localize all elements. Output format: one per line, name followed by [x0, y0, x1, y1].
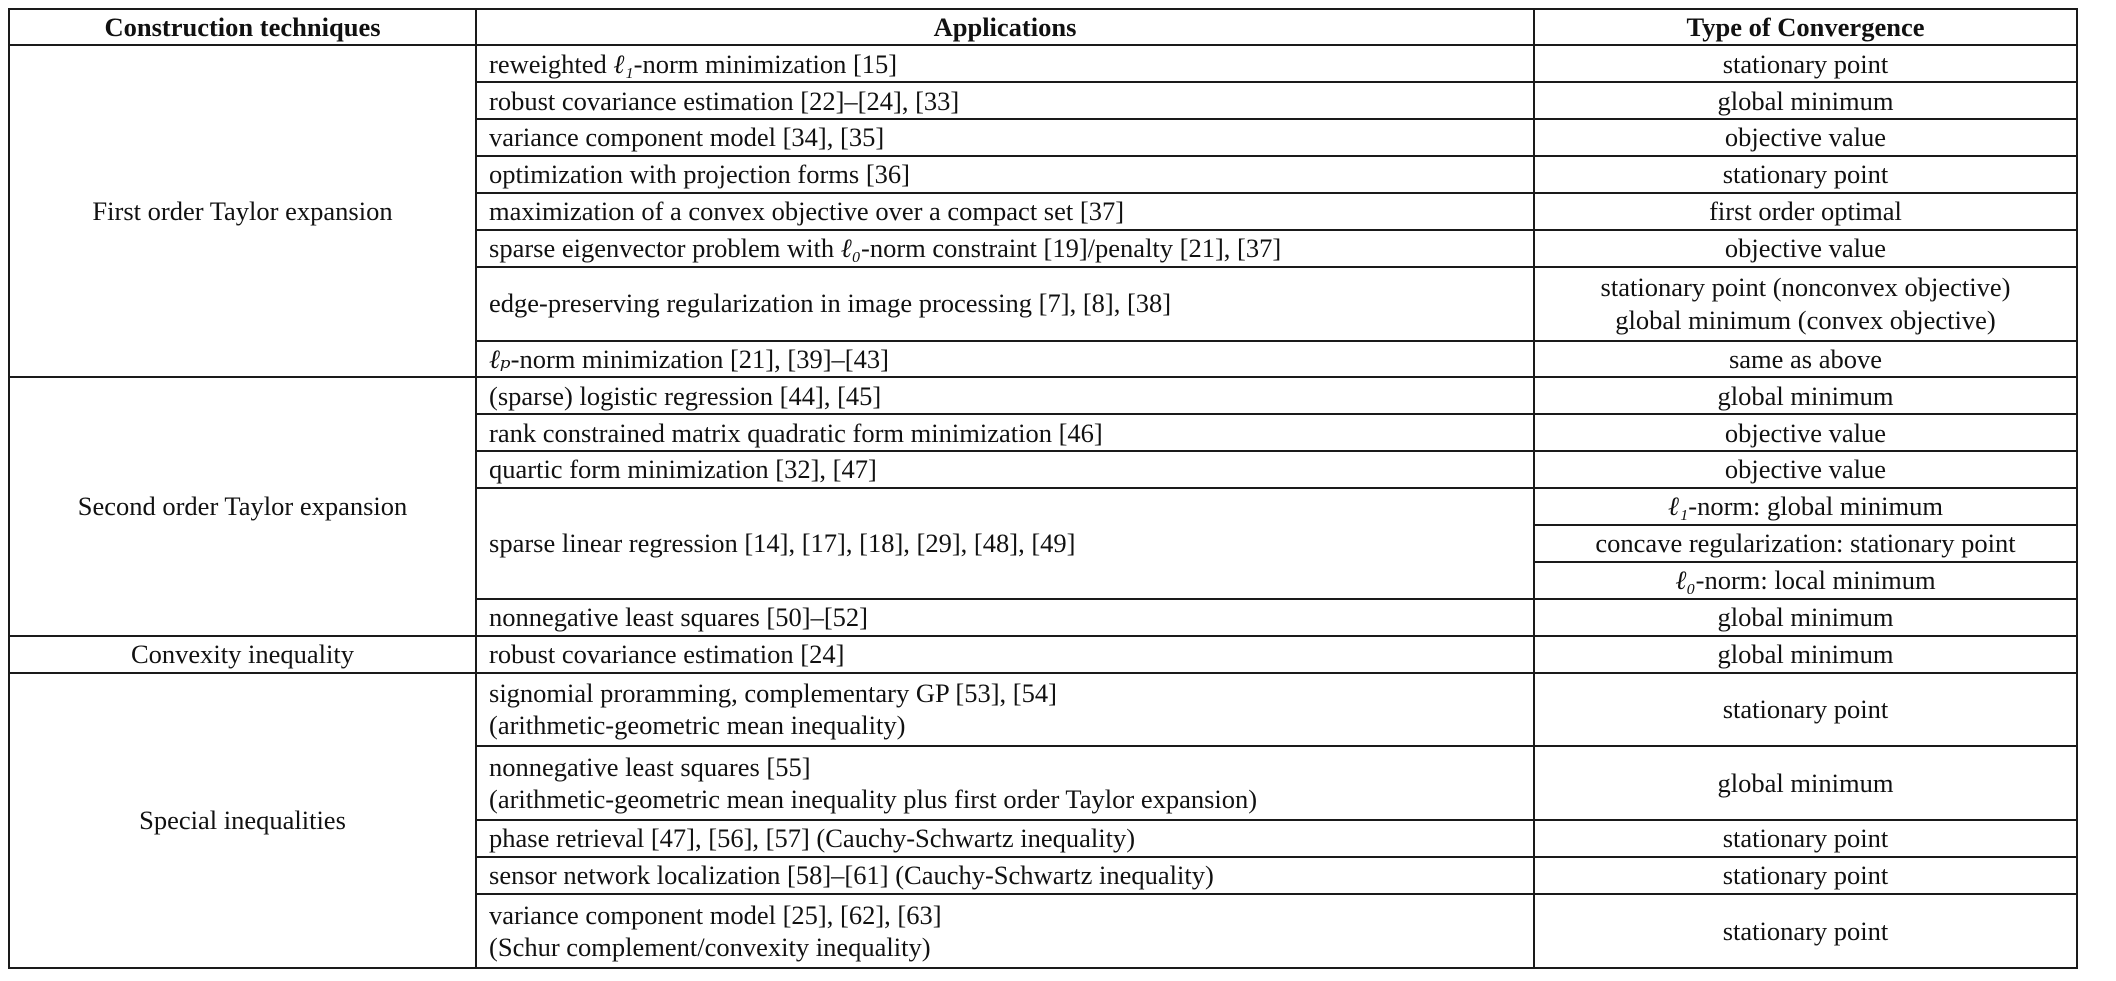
application-cell: signomial proramming, complementary GP [53], [54] (arithmetic-geometric mean inequality): [476, 673, 1534, 747]
header-type-of-convergence: Type of Convergence: [1534, 9, 2077, 45]
convergence-cell: [1534, 267, 2077, 341]
convergence-line: global minimum (convex objective): [1615, 304, 1996, 335]
application-cell: sensor network localization [58]–[61] (Cauchy-Schwartz inequality): [476, 857, 1534, 894]
convergence-cell: objective value: [1534, 119, 2077, 156]
header-row: [9, 9, 2077, 45]
group-special-inequalities: Special inequalities: [9, 673, 476, 968]
application-cell: phase retrieval [47], [56], [57] (Cauchy-Schwartz inequality): [476, 820, 1534, 857]
application-cell: variance component model [34], [35]: [476, 119, 1534, 156]
application-cell: maximization of a convex objective over a compact set [37]: [476, 193, 1534, 230]
application-cell: sparse eigenvector problem with ℓ₀-norm constraint [19]/penalty [21], [37]: [476, 230, 1534, 267]
convergence-cell: first order optimal: [1534, 193, 2077, 230]
convergence-cell: objective value: [1534, 230, 2077, 267]
convergence-cell: objective value: [1534, 451, 2077, 488]
table-row: [9, 636, 2077, 673]
convergence-line: stationary point (nonconvex objective): [1600, 272, 2011, 303]
convergence-cell: stationary point: [1534, 156, 2077, 193]
convergence-cell: stationary point: [1534, 820, 2077, 857]
table-row: [9, 673, 2077, 747]
application-cell: robust covariance estimation [24]: [476, 636, 1534, 673]
convergence-cell: same as above: [1534, 341, 2077, 378]
convergence-table: [8, 8, 2078, 969]
application-cell: ℓₚ-norm minimization [21], [39]–[43]: [476, 341, 1534, 378]
application-cell: robust covariance estimation [22]–[24], [33]: [476, 82, 1534, 119]
convergence-cell: stationary point: [1534, 857, 2077, 894]
application-cell: edge-preserving regularization in image processing [7], [8], [38]: [476, 267, 1534, 341]
header-construction-techniques: Construction techniques: [9, 9, 476, 45]
application-cell: rank constrained matrix quadratic form minimization [46]: [476, 414, 1534, 451]
convergence-cell: global minimum: [1534, 82, 2077, 119]
convergence-cell: stationary point: [1534, 673, 2077, 747]
convergence-cell: global minimum: [1534, 599, 2077, 636]
application-cell: variance component model [25], [62], [63] (Schur complement/convexity inequality): [476, 894, 1534, 968]
application-cell: quartic form minimization [32], [47]: [476, 451, 1534, 488]
application-cell: reweighted ℓ₁-norm minimization [15]: [476, 45, 1534, 82]
application-cell: sparse linear regression [14], [17], [18], [29], [48], [49]: [476, 488, 1534, 599]
convergence-cell: objective value: [1534, 414, 2077, 451]
convergence-cell: ℓ₀-norm: local minimum: [1534, 562, 2077, 599]
application-cell: nonnegative least squares [55] (arithmetic-geometric mean inequality plus first order Taylor expansion): [476, 746, 1534, 820]
table-row: [9, 377, 2077, 414]
convergence-cell: ℓ₁-norm: global minimum: [1534, 488, 2077, 525]
application-cell: (sparse) logistic regression [44], [45]: [476, 377, 1534, 414]
table-row: [9, 45, 2077, 82]
convergence-cell: global minimum: [1534, 636, 2077, 673]
application-cell: nonnegative least squares [50]–[52]: [476, 599, 1534, 636]
convergence-cell: global minimum: [1534, 377, 2077, 414]
convergence-cell: concave regularization: stationary point: [1534, 525, 2077, 562]
group-second-order-taylor: Second order Taylor expansion: [9, 377, 476, 635]
convergence-cell: global minimum: [1534, 746, 2077, 820]
group-convexity-inequality: Convexity inequality: [9, 636, 476, 673]
convergence-cell: stationary point: [1534, 894, 2077, 968]
application-cell: optimization with projection forms [36]: [476, 156, 1534, 193]
header-applications: Applications: [476, 9, 1534, 45]
convergence-cell: stationary point: [1534, 45, 2077, 82]
group-first-order-taylor: First order Taylor expansion: [9, 45, 476, 377]
